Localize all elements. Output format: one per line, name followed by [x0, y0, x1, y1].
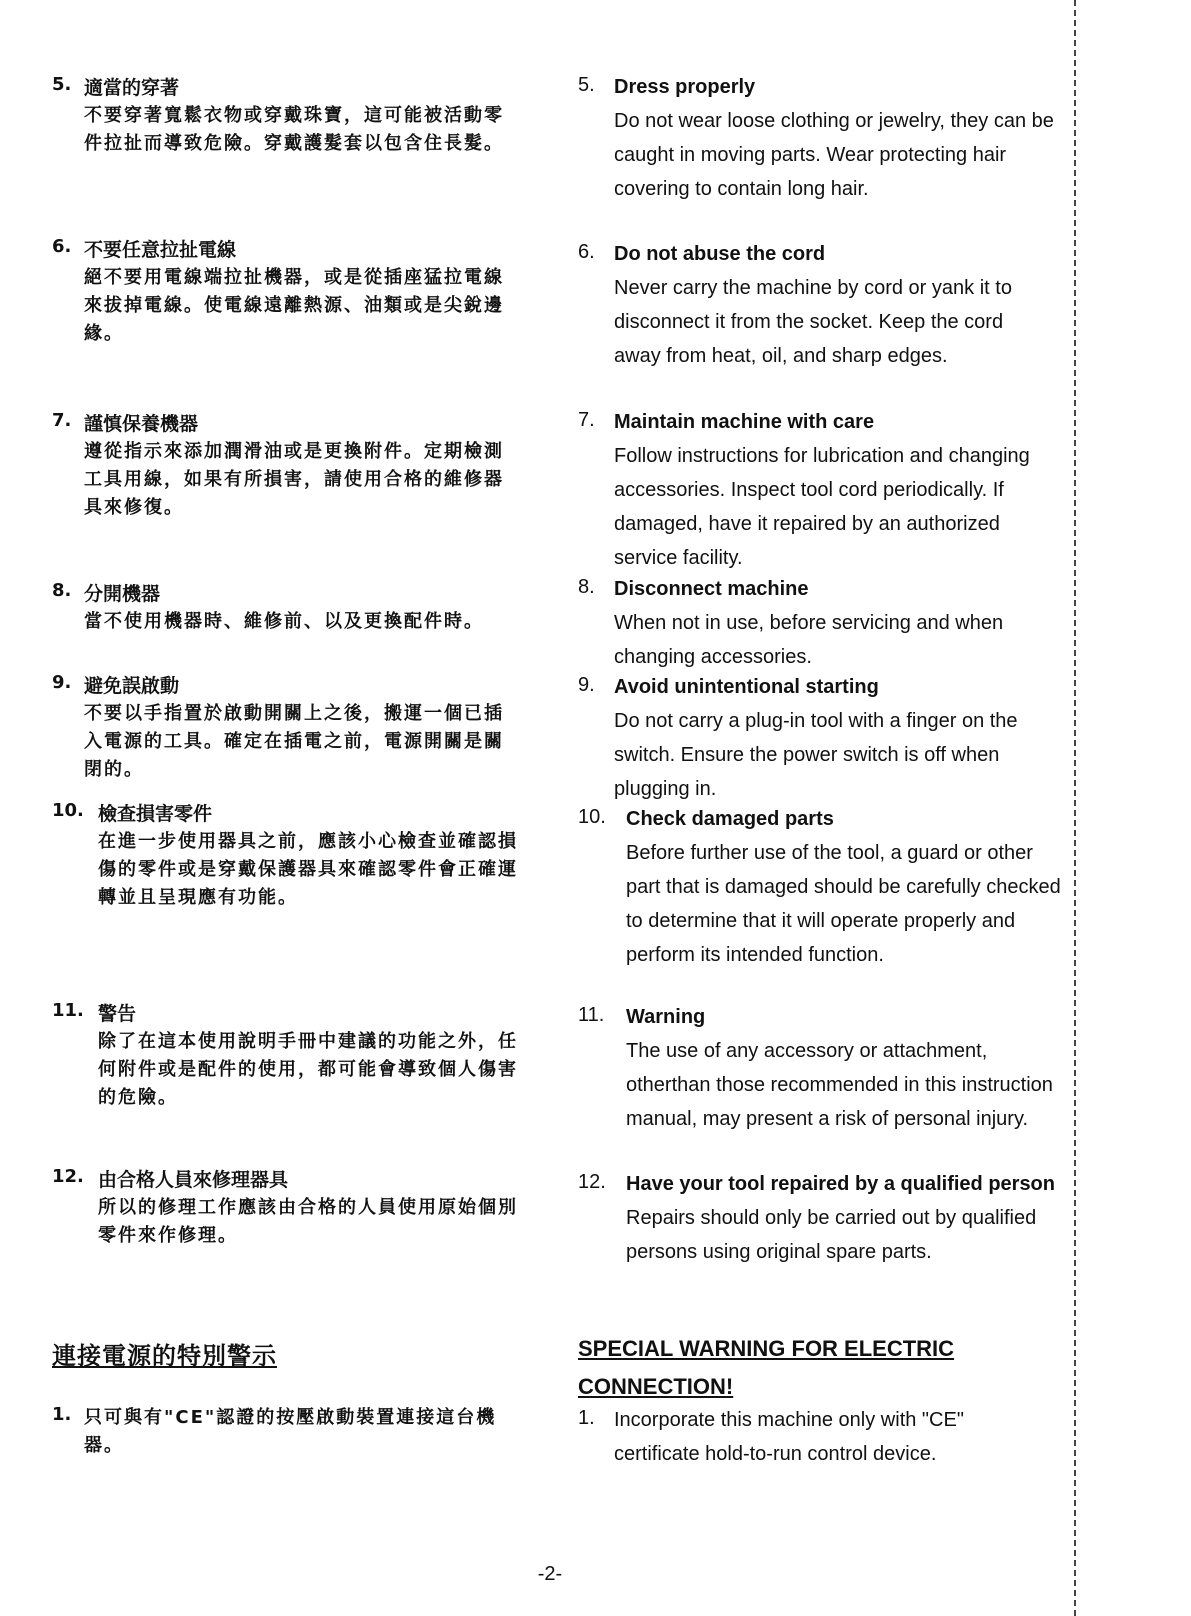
en-item-12 — [578, 1167, 1058, 1269]
zh-item-12 — [52, 1166, 532, 1250]
item-body: 不要以手指置於啟動開關上之後，搬運一個已插入電源的工具。確定在插電之前，電源開關是關閉的。 — [84, 703, 504, 780]
item-body: Before further use of the tool, a guard or other part that is damaged should be carefully checked to determine that it will operate properly and perform its intended function. — [626, 842, 1061, 966]
item-number: 12. — [52, 1166, 84, 1187]
item-body: 在進一步使用器具之前，應該小心檢查並確認損傷的零件或是穿戴保護器具來確認零件會正確運轉並且呈現應有功能。 — [98, 831, 518, 908]
cut-line-divider — [1074, 0, 1076, 1616]
section-title: SPECIAL WARNING FOR ELECTRIC CONNECTION! — [578, 1336, 955, 1399]
item-number: 7. — [52, 410, 72, 431]
zh-item-6 — [52, 236, 532, 348]
item-number: 11. — [578, 1004, 605, 1026]
zh-item-5 — [52, 74, 532, 158]
item-title: Have your tool repaired by a qualified person — [626, 1173, 1055, 1195]
item-body: 只可與有"CE"認證的按壓啟動裝置連接這台機器。 — [84, 1407, 497, 1456]
zh-section-item-1 — [52, 1404, 532, 1460]
item-title: 分開機器 — [84, 583, 161, 605]
item-number: 8. — [52, 580, 72, 601]
zh-item-9 — [52, 672, 532, 784]
item-number: 1. — [52, 1404, 72, 1425]
en-item-6 — [578, 237, 1058, 373]
item-body: Do not carry a plug-in tool with a finger on the switch. Ensure the power switch is off when plugging in. — [614, 710, 1018, 800]
item-body: 遵從指示來添加潤滑油或是更換附件。定期檢測工具用線，如果有所損害，請使用合格的維修器具來修復。 — [84, 441, 504, 518]
item-title: 謹慎保養機器 — [84, 413, 199, 435]
en-item-8 — [578, 572, 1058, 674]
item-body: When not in use, before servicing and when changing accessories. — [614, 612, 1004, 668]
en-item-7 — [578, 405, 1058, 575]
en-item-5 — [578, 70, 1058, 206]
item-title: Check damaged parts — [626, 808, 834, 830]
item-number: 9. — [578, 674, 595, 696]
item-title: 檢查損害零件 — [98, 803, 213, 825]
zh-item-11 — [52, 1000, 532, 1112]
item-title: 警告 — [98, 1003, 137, 1025]
item-body: 絕不要用電線端拉扯機器，或是從插座猛拉電線來拔掉電線。使電線遠離熱源、油類或是尖銳邊緣。 — [84, 267, 504, 344]
item-body: Repairs should only be carried out by qualified persons using original spare parts. — [626, 1207, 1037, 1263]
section-title: 連接電源的特別警示 — [52, 1342, 277, 1370]
item-body: Follow instructions for lubrication and changing accessories. Inspect tool cord periodically. If damaged, have it repaired by an authorized service facility. — [614, 445, 1030, 569]
zh-item-10 — [52, 800, 532, 912]
item-body: Incorporate this machine only with "CE" certificate hold-to-run control device. — [614, 1409, 964, 1465]
item-number: 12. — [578, 1171, 606, 1193]
item-title: Avoid unintentional starting — [614, 676, 879, 698]
item-title: Maintain machine with care — [614, 411, 875, 433]
item-number: 6. — [52, 236, 72, 257]
en-section-item-1 — [578, 1403, 1058, 1471]
item-title: 不要任意拉扯電線 — [84, 239, 237, 261]
item-number: 7. — [578, 409, 595, 431]
item-title: 由合格人員來修理器具 — [98, 1169, 289, 1191]
item-number: 6. — [578, 241, 595, 263]
en-item-11 — [578, 1000, 1058, 1136]
item-number: 9. — [52, 672, 72, 693]
en-item-10 — [578, 802, 1061, 972]
item-title: 避免誤啟動 — [84, 675, 180, 697]
item-number: 1. — [578, 1407, 595, 1429]
item-body: Do not wear loose clothing or jewelry, they can be caught in moving parts. Wear protecting hair covering to contain long hair. — [614, 110, 1054, 200]
item-number: 8. — [578, 576, 595, 598]
page-number: -2- — [537, 1563, 563, 1585]
item-title: Disconnect machine — [614, 578, 809, 600]
item-title: 適當的穿著 — [84, 77, 180, 99]
item-body: 所以的修理工作應該由合格的人員使用原始個別零件來作修理。 — [98, 1197, 518, 1246]
item-body: The use of any accessory or attachment, otherthan those recommended in this instruction manual, may present a risk of personal injury. — [626, 1040, 1053, 1130]
item-title: Warning — [626, 1006, 706, 1028]
zh-item-7 — [52, 410, 532, 522]
zh-item-8 — [52, 580, 532, 636]
item-title: Do not abuse the cord — [614, 243, 826, 265]
item-number: 5. — [578, 74, 595, 96]
item-number: 10. — [578, 806, 606, 828]
item-title: Dress properly — [614, 76, 756, 98]
item-number: 11. — [52, 1000, 84, 1021]
item-number: 10. — [52, 800, 84, 821]
item-body: 當不使用機器時、維修前、以及更換配件時。 — [84, 611, 484, 632]
item-body: 不要穿著寬鬆衣物或穿戴珠寶，這可能被活動零件拉扯而導致危險。穿戴護髮套以包含住長髮。 — [84, 105, 504, 154]
en-item-9 — [578, 670, 1058, 806]
item-body: Never carry the machine by cord or yank it to disconnect it from the socket. Keep the cord away from heat, oil, and sharp edges. — [614, 277, 1012, 367]
item-body: 除了在這本使用說明手冊中建議的功能之外，任何附件或是配件的使用，都可能會導致個人傷害的危險。 — [98, 1031, 518, 1108]
item-number: 5. — [52, 74, 72, 95]
